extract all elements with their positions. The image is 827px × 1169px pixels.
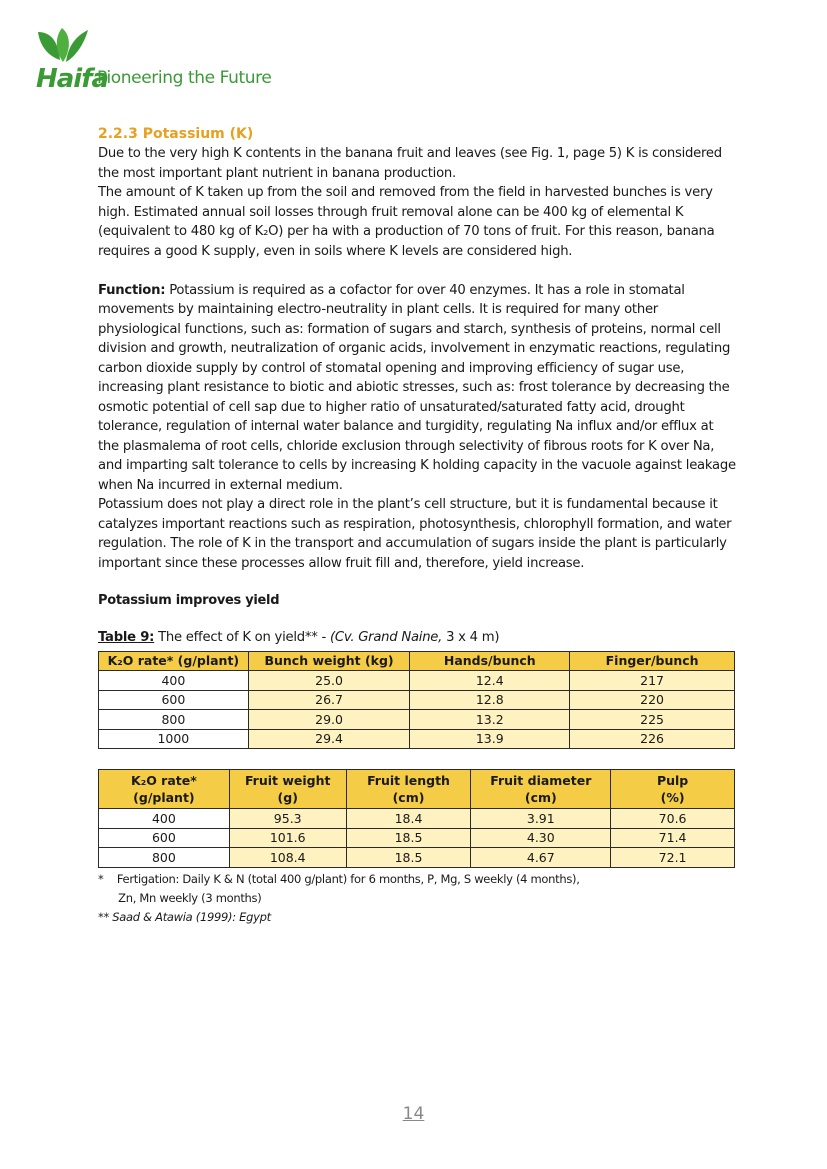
table-footnotes — [98, 870, 738, 927]
column-header: Hands/bunch — [410, 651, 570, 671]
footnote-fertigation: * Fertigation: Daily K & N (total 400 g/plant) for 6 months, P, Mg, S weekly (4 months), — [98, 871, 580, 886]
table-header-row — [99, 770, 735, 809]
table-cell: 400 — [99, 671, 249, 691]
table-cell: 29.4 — [248, 729, 410, 749]
table-cell: 800 — [99, 848, 230, 868]
table-cell: 71.4 — [611, 828, 735, 848]
table-row — [99, 710, 735, 730]
table-label: Table 9: — [98, 629, 155, 645]
table-cell: 3.91 — [471, 809, 611, 829]
table-cell: 400 — [99, 809, 230, 829]
yield-table — [98, 651, 735, 750]
table-cell: 225 — [570, 710, 735, 730]
table-cell: 18.5 — [346, 848, 471, 868]
tagline: Pioneering the Future — [97, 68, 272, 88]
table-cell: 220 — [570, 690, 735, 710]
column-header: Fruit length (cm) — [346, 770, 471, 809]
yield-subheading: Potassium improves yield — [98, 593, 280, 608]
table-cell: 600 — [99, 828, 230, 848]
column-header: Finger/bunch — [570, 651, 735, 671]
column-header: Fruit diameter (cm) — [471, 770, 611, 809]
table-cell: 101.6 — [229, 828, 346, 848]
column-header: Fruit weight (g) — [229, 770, 346, 809]
table-caption: Table 9: The effect of K on yield** - (Cv. Grand Naine, 3 x 4 m) — [98, 629, 500, 645]
column-header: Bunch weight (kg) — [248, 651, 410, 671]
table-cell: 13.9 — [410, 729, 570, 749]
table-row — [99, 828, 735, 848]
table-cell: 12.8 — [410, 690, 570, 710]
table-cell: 12.4 — [410, 671, 570, 691]
function-paragraph-2: Potassium does not play a direct role in the plant’s cell structure, but it is fundamental because it catalyzes important reactions such as respiration, photosynthesis, chlorophyll formation, and water regulation. The role of K in the transport and accumulation of sugars inside the plant is particularly important since these processes allow fruit fill and, therefore, yield increase. — [98, 497, 732, 571]
main-content — [98, 124, 738, 927]
table-cell: 18.4 — [346, 809, 471, 829]
table-cell: 1000 — [99, 729, 249, 749]
function-text: Potassium is required as a cofactor for over 40 enzymes. It has a role in stomatal movements by maintaining electro-neutrality in plant cells. It is required for many other physiological functions, such as: formation of sugars and starch, synthesis of proteins, normal cell division and growth, neutralization of organic acids, involvement in enzymatic reactions, regulating carbon dioxide supply by control of stomatal opening and improving efficiency of sugar use, increasing plant resistance to biotic and abiotic stresses, such as: frost tolerance by decreasing the osmotic potential of cell sap due to higher ratio of unsaturated/saturated fatty acid, drought tolerance, regulation of internal water balance and turgidity, regulating Na influx and/or efflux at the plasmalema of root cells, chloride exclusion through selectivity of fibrous roots for K over Na, and imparting salt tolerance to cells by increasing K holding capacity in the vacuole against leakage when Na incurred in external medium. — [98, 282, 736, 493]
footnote-reference: ** Saad & Atawia (1999): Egypt — [98, 909, 271, 924]
column-header: K₂O rate* (g/plant) — [99, 651, 249, 671]
intro-paragraph-2: The amount of K taken up from the soil and removed from the field in harvested bunches is very high. Estimated annual soil losses through fruit removal alone can be 400 kg of elemental K (equivalent to 480 kg of K₂O) per ha with a production of 70 tons of fruit. For this reason, banana requires a good K supply, even in soils where K levels are considered high. — [98, 185, 715, 259]
column-header: K₂O rate* (g/plant) — [99, 770, 230, 809]
fruit-quality-table — [98, 769, 735, 868]
table-row — [99, 848, 735, 868]
table-cell: 29.0 — [248, 710, 410, 730]
leaves-logo-icon — [36, 26, 92, 66]
table-row — [99, 671, 735, 691]
haifa-logo — [36, 26, 286, 96]
table-cell: 800 — [99, 710, 249, 730]
logo-wordmark: Haifa — [36, 64, 109, 94]
table-cell: 18.5 — [346, 828, 471, 848]
table-cell: 217 — [570, 671, 735, 691]
table-row — [99, 690, 735, 710]
table-cell: 4.30 — [471, 828, 611, 848]
function-label: Function: — [98, 282, 166, 298]
table-cell: 600 — [99, 690, 249, 710]
table-cell: 13.2 — [410, 710, 570, 730]
table-cell: 72.1 — [611, 848, 735, 868]
table-cell: 95.3 — [229, 809, 346, 829]
page-number: 14 — [402, 1104, 425, 1124]
column-header: Pulp (%) — [611, 770, 735, 809]
section-heading: 2.2.3 Potassium (K) — [98, 126, 254, 142]
table-cell: 25.0 — [248, 671, 410, 691]
table-cell: 4.67 — [471, 848, 611, 868]
table-row — [99, 729, 735, 749]
table-cell: 226 — [570, 729, 735, 749]
table-header-row — [99, 651, 735, 671]
function-paragraph — [98, 281, 738, 496]
table-cell: 108.4 — [229, 848, 346, 868]
table-row — [99, 809, 735, 829]
intro-paragraph-1: Due to the very high K contents in the banana fruit and leaves (see Fig. 1, page 5) K is considered the most important plant nutrient in banana production. — [98, 146, 722, 181]
table-cell: 26.7 — [248, 690, 410, 710]
footnote-fertigation-cont: Zn, Mn weekly (3 months) — [98, 890, 262, 905]
table-cell: 70.6 — [611, 809, 735, 829]
